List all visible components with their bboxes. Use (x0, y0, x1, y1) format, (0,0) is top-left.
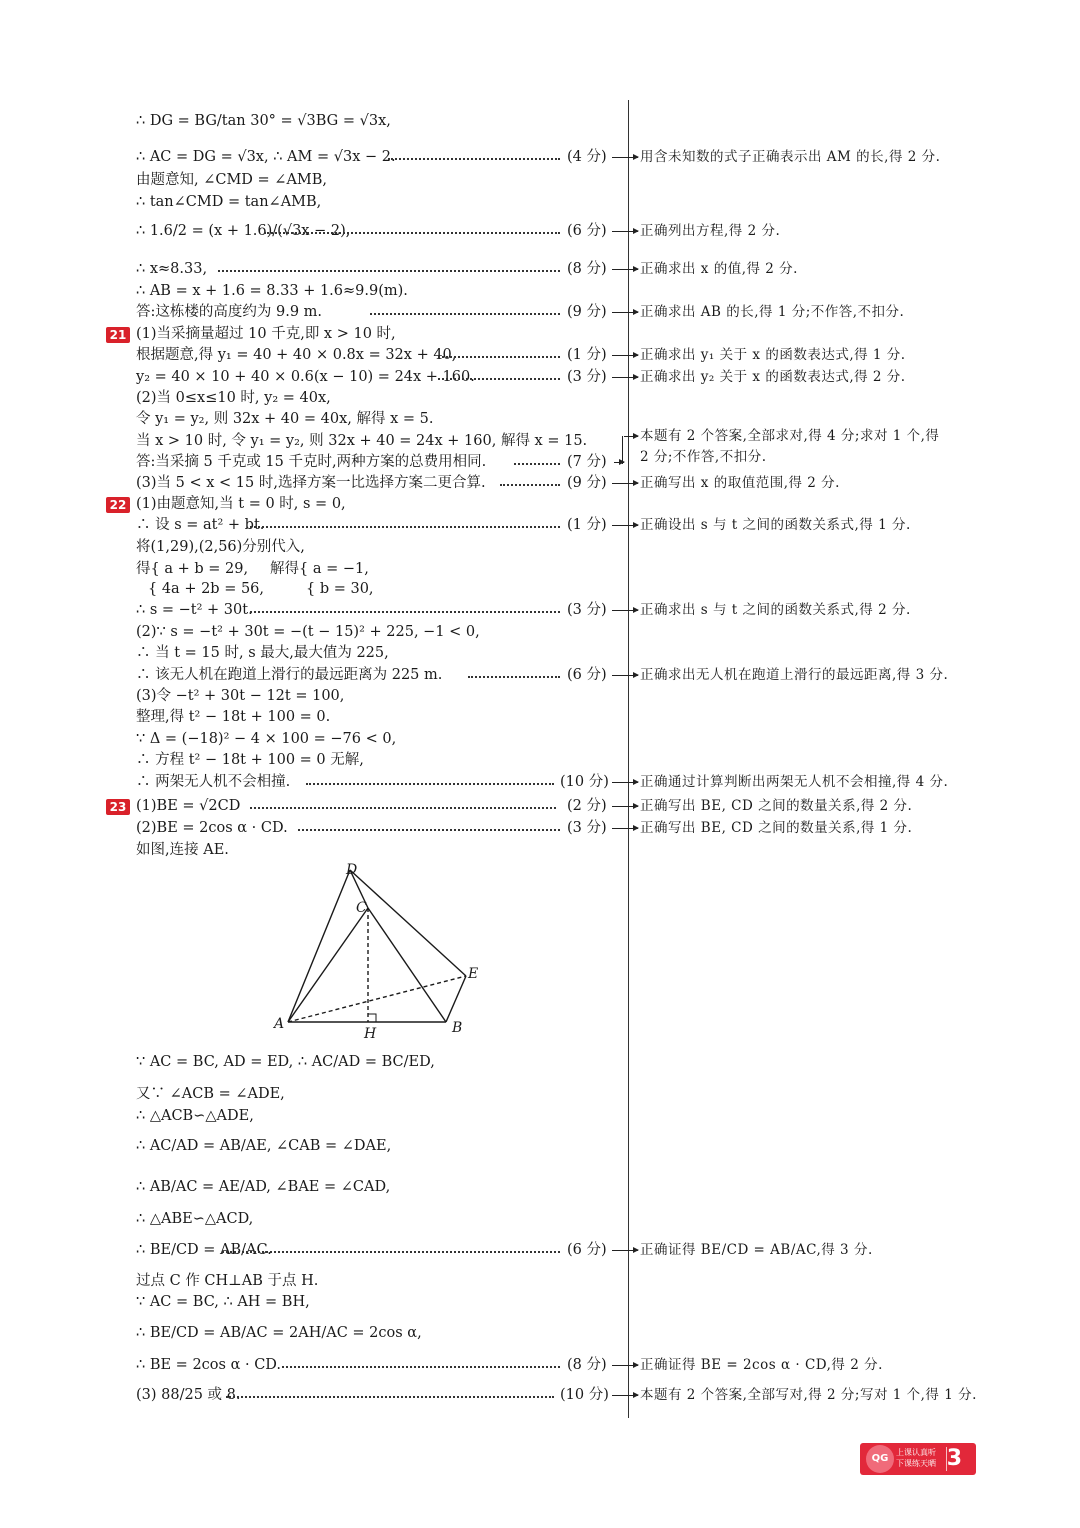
sol-line: ∴ BE = 2cos α · CD. (136, 1357, 281, 1373)
grading-note: 正确写出 BE, CD 之间的数量关系,得 1 分. (640, 820, 913, 836)
score: (8 分) (567, 261, 607, 277)
arrow-icon (612, 355, 638, 356)
score: (7 分) (567, 454, 607, 470)
sol-line: y₂ = 40 × 10 + 40 × 0.6(x − 10) = 24x + 160. (136, 369, 475, 385)
grading-note: 正确求出 y₁ 关于 x 的函数表达式,得 1 分. (640, 347, 906, 363)
score: (2 分) (567, 798, 607, 814)
sol-line: ∴ DG = BG/tan 30° = √3BG = √3x, (136, 113, 391, 129)
grading-note: 正确求出 s 与 t 之间的函数关系式,得 2 分. (640, 602, 911, 618)
sol-line: { 4a + 2b = 56, (148, 581, 265, 597)
label-H: H (364, 1026, 377, 1042)
sol-line: (1)BE = √2CD (136, 798, 241, 814)
score: (1 分) (567, 517, 607, 533)
grading-note: 本题有 2 个答案,全部写对,得 2 分;写对 1 个,得 1 分. (640, 1387, 977, 1403)
sol-line: ∴ s = −t² + 30t. (136, 602, 253, 618)
slogan-line: 上课认真听 (896, 1448, 936, 1457)
leader-dots (388, 158, 560, 160)
sol-line: 解得{ a = −1, (270, 561, 369, 577)
label-D: D (346, 862, 358, 878)
grading-note: 正确求出 x 的值,得 2 分. (640, 261, 798, 277)
sol-line: 答:当采摘 5 千克或 15 千克时,两种方案的总费用相同. (136, 454, 487, 470)
arrow-icon (612, 1365, 638, 1366)
score: (8 分) (567, 1357, 607, 1373)
sol-line: 如图,连接 AE. (136, 842, 229, 858)
leader-dots (500, 484, 560, 486)
grading-note: 本题有 2 个答案,全部求对,得 4 分;求对 1 个,得 (640, 428, 940, 444)
score: (3 分) (567, 369, 607, 385)
sol-line: ∴ 两架无人机不会相撞. (136, 774, 291, 790)
arrow-icon (612, 483, 638, 484)
label-B: B (452, 1020, 463, 1036)
arrow-icon (612, 157, 638, 158)
grading-note: 正确求出无人机在跑道上滑行的最远距离,得 3 分. (640, 667, 949, 683)
sol-line: 过点 C 作 CH⊥AB 于点 H. (136, 1273, 319, 1289)
sol-line: 由题意知, ∠CMD = ∠AMB, (136, 172, 328, 188)
question-number: 22 (106, 497, 130, 513)
sol-line: ∴ 设 s = at² + bt. (136, 517, 265, 533)
sol-line: ∴ 该无人机在跑道上滑行的最远距离为 225 m. (136, 667, 443, 683)
sol-line: ∵ AC = BC, ∴ AH = BH, (136, 1294, 310, 1310)
score: (4 分) (567, 149, 607, 165)
leader-dots (514, 463, 560, 465)
leader-dots (264, 232, 560, 234)
sol-line: ∴ AB = x + 1.6 = 8.33 + 1.6≈9.9(m). (136, 283, 408, 299)
label-C: C (356, 900, 367, 916)
leader-dots (306, 783, 554, 785)
grading-note: 正确列出方程,得 2 分. (640, 223, 781, 239)
right-angle-mark (368, 1014, 376, 1022)
score: (10 分) (560, 774, 609, 790)
sol-line: ∴ 方程 t² − 18t + 100 = 0 无解, (136, 752, 364, 768)
leader-dots (226, 1396, 554, 1398)
arrow-icon (612, 782, 638, 783)
sol-line: ∴ △ABE∽△ACD, (136, 1211, 254, 1227)
sol-line: (1)当采摘量超过 10 千克,即 x > 10 时, (136, 326, 396, 342)
label-A: A (274, 1016, 285, 1032)
grading-note: 正确通过计算判断出两架无人机不会相撞,得 4 分. (640, 774, 949, 790)
grading-note: 正确写出 BE, CD 之间的数量关系,得 2 分. (640, 798, 913, 814)
question-number: 23 (106, 799, 130, 815)
score: (6 分) (567, 223, 607, 239)
arrow-icon (612, 1395, 638, 1396)
brand-logo: QG (866, 1445, 894, 1473)
score: (10 分) (560, 1387, 609, 1403)
grading-note: 正确求出 y₂ 关于 x 的函数表达式,得 2 分. (640, 369, 906, 385)
segment-CB (368, 908, 446, 1022)
column-divider (628, 100, 629, 1418)
sol-line: ∵ Δ = (−18)² − 4 × 100 = −76 < 0, (136, 731, 397, 747)
leader-dots (250, 807, 556, 809)
arrow-icon (612, 1250, 638, 1251)
sol-line: 根据题意,得 y₁ = 40 + 40 × 0.8x = 32x + 40, (136, 347, 457, 363)
geometry-figure (272, 858, 492, 1042)
grading-note: 正确写出 x 的取值范围,得 2 分. (640, 475, 840, 491)
sol-line: ∴ AC/AD = AB/AE, ∠CAB = ∠DAE, (136, 1138, 392, 1154)
arrow-icon (612, 377, 638, 378)
arrow-icon (612, 525, 638, 526)
sol-line: 将(1,29),(2,56)分别代入, (136, 539, 305, 555)
label-E: E (468, 966, 479, 982)
arrow-icon (612, 312, 638, 313)
sol-line: (3) 88/25 或 8. (136, 1387, 241, 1403)
sol-line: (2)∵ s = −t² + 30t = −(t − 15)² + 225, −1 < 0, (136, 624, 480, 640)
sol-line: (2)当 0≤x≤10 时, y₂ = 40x, (136, 390, 331, 406)
sol-line: ∴ 当 t = 15 时, s 最大,最大值为 225, (136, 645, 389, 661)
sol-line: ∴ AC = DG = √3x, ∴ AM = √3x − 2. (136, 149, 396, 165)
slogan (896, 1447, 936, 1469)
sol-line: ∴ tan∠CMD = tan∠AMB, (136, 194, 322, 210)
sol-line: 当 x > 10 时, 令 y₁ = y₂, 则 32x + 40 = 24x + 160, 解得 x = 15. (136, 433, 588, 449)
score: (9 分) (567, 475, 607, 491)
sol-line: (3)令 −t² + 30t − 12t = 100, (136, 688, 345, 704)
sol-line: 令 y₁ = y₂, 则 32x + 40 = 40x, 解得 x = 5. (136, 411, 434, 427)
sol-line: ∴ 1.6/2 = (x + 1.6)/(√3x − 2), (136, 223, 351, 239)
grading-note: 用含未知数的式子正确表示出 AM 的长,得 2 分. (640, 149, 941, 165)
sol-line: 又∵ ∠ACB = ∠ADE, (136, 1086, 285, 1102)
arrow-icon (624, 436, 638, 437)
arrow-icon (612, 610, 638, 611)
arrow-icon (612, 269, 638, 270)
leader-dots (282, 1366, 560, 1368)
leader-dots (218, 270, 560, 272)
leader-dots (222, 1251, 560, 1253)
sol-line: (3)当 5 < x < 15 时,选择方案一比选择方案二更合算. (136, 475, 486, 491)
sol-line: { b = 30, (306, 581, 374, 597)
arrow-icon (612, 231, 638, 232)
sol-line: (1)由题意知,当 t = 0 时, s = 0, (136, 496, 346, 512)
leader-dots (370, 313, 560, 315)
score: (6 分) (567, 667, 607, 683)
grading-note: 正确证得 BE = 2cos α · CD,得 2 分. (640, 1357, 883, 1373)
leader-dots (298, 829, 560, 831)
sol-line: 得{ a + b = 29, (136, 561, 249, 577)
segment-BE (446, 976, 466, 1022)
arrow-icon (612, 675, 638, 676)
grading-note: 正确求出 AB 的长,得 1 分;不作答,不扣分. (640, 304, 905, 320)
score: (9 分) (567, 304, 607, 320)
sol-line: 整理,得 t² − 18t + 100 = 0. (136, 709, 331, 725)
leader-dots (468, 676, 560, 678)
score: (1 分) (567, 347, 607, 363)
arrow-icon (612, 828, 638, 829)
sol-line: (2)BE = 2cos α · CD. (136, 820, 288, 836)
sol-line: ∴ BE/CD = AB/AC = 2AH/AC = 2cos α, (136, 1325, 422, 1341)
grading-note: 正确设出 s 与 t 之间的函数关系式,得 1 分. (640, 517, 911, 533)
arrow-icon (612, 806, 638, 807)
grading-note: 2 分;不作答,不扣分. (640, 449, 767, 465)
grading-note: 正确证得 BE/CD = AB/AC,得 3 分. (640, 1242, 873, 1258)
leader-dots (250, 611, 560, 613)
sol-line: ∴ BE/CD = AB/AC. (136, 1242, 272, 1258)
sol-line: ∴ △ACB∽△ADE, (136, 1108, 254, 1124)
sol-line: ∴ x≈8.33, (136, 261, 208, 277)
score: (6 分) (567, 1242, 607, 1258)
leader-dots (438, 356, 560, 358)
question-number: 21 (106, 327, 130, 343)
slogan-line: 下课练天晒 (896, 1459, 936, 1468)
page-number: 3 (946, 1446, 962, 1471)
sol-line: ∴ AB/AC = AE/AD, ∠BAE = ∠CAD, (136, 1179, 391, 1195)
score: (3 分) (567, 602, 607, 618)
arrow-icon (614, 462, 624, 463)
sol-line: ∵ AC = BC, AD = ED, ∴ AC/AD = BC/ED, (136, 1054, 435, 1070)
leader-dots (438, 378, 560, 380)
page-badge (860, 1443, 976, 1475)
score: (3 分) (567, 820, 607, 836)
leader-dots (250, 526, 560, 528)
sol-line: 答:这栋楼的高度约为 9.9 m. (136, 304, 323, 320)
